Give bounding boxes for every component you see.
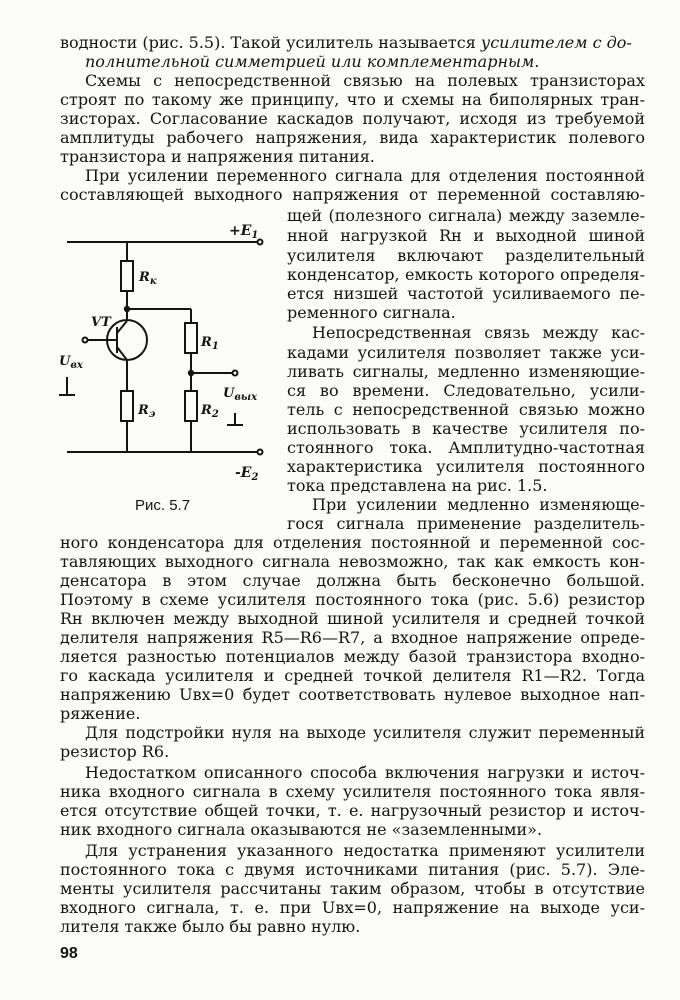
bottom-terminal <box>258 450 263 455</box>
text-line: конденсатор, емкость которого определя- <box>287 265 645 284</box>
label-re: $R_э$ <box>138 403 156 420</box>
text-line: ливать сигналы, медленно изменяющие- <box>287 362 645 381</box>
text-line: ника входного сигнала в схему усилителя постоянного тока явля- <box>60 782 645 801</box>
resistor-r1 <box>185 323 197 353</box>
text-line: тока представлена на рис. 1.5. <box>287 476 548 495</box>
text-line: стоянного тока. Амплитудно-частотная <box>287 438 645 457</box>
text-line: ного конденсатора для отделения постоянной и переменной сос- <box>60 533 645 552</box>
text-line: составляющей выходного напряжения от переменной составляю- <box>60 185 645 204</box>
text-line: кадами усилителя позволяет также уси- <box>287 343 645 362</box>
circuit-diagram <box>45 205 285 495</box>
text-line: Схемы с непосредственной связью на полевых транзисторах <box>85 71 645 90</box>
text-line: При усилении медленно изменяюще- <box>312 495 645 514</box>
text-line: денсатора в этом случае должна быть бесконечно большой. <box>60 571 645 590</box>
resistor-re <box>121 391 133 421</box>
label-plus-e1: $+E_1$ <box>229 223 259 241</box>
text-line: ляется разностью потенциалов между базой транзистора входно- <box>60 647 645 666</box>
text-line: постоянного тока с двумя источниками питания (рис. 5.7). Эле- <box>60 860 645 879</box>
text-line: Для устранения указанного недостатка применяют усилители <box>85 841 645 860</box>
label-r1: $R_1$ <box>201 335 219 352</box>
label-rk: $R_к$ <box>139 270 157 287</box>
text-line: ременного сигнала. <box>287 303 456 322</box>
text-line: Для подстройки нуля на выходе усилителя служит переменный <box>85 723 645 742</box>
label-u-out: $U_{вых}$ <box>223 386 258 403</box>
text-line: лителя также было бы равно нулю. <box>60 917 361 936</box>
text-line: ется низшей частотой усиливаемого пе- <box>287 284 645 303</box>
text-line: го каскада усилителя и средней точкой делителя R1—R2. Тогда <box>60 666 645 685</box>
text-line: использовать в качестве усилителя по- <box>287 419 645 438</box>
figure-caption: Рис. 5.7 <box>135 497 191 514</box>
resistor-rk <box>121 261 133 291</box>
text-line: менты усилителя рассчитаны таким образом, чтобы в отсутствие <box>60 879 645 898</box>
text-line: Поэтому в схеме усилителя постоянного тока (рис. 5.6) резистор <box>60 590 645 609</box>
text-line: характеристика усилителя постоянного <box>287 457 645 476</box>
text-line: ряжение. <box>60 704 141 723</box>
text-line: полнительной симметрией или комплементарным. <box>85 52 540 71</box>
text-line: щей (полезного сигнала) между заземле- <box>287 206 645 225</box>
page-number: 98 <box>60 945 78 962</box>
text-line: тель с непосредственной связью можно <box>287 400 645 419</box>
output-terminal <box>233 371 238 376</box>
text-line: напряжению Uвх=0 будет соответствовать нулевое выходное нап- <box>60 685 645 704</box>
text-line: ник входного сигнала оказываются не «заземленными». <box>60 820 543 839</box>
text-line: транзистора и напряжения питания. <box>60 147 375 166</box>
text-line: нной нагрузкой Rн и выходной шиной <box>287 226 645 245</box>
text-line: резистор R6. <box>60 742 170 761</box>
text-line: входного сигнала, т. е. при Uвх=0, напряжение на выходе уси- <box>60 898 645 917</box>
text-line: Rн включен между выходной шиной усилителя и средней точкой <box>60 609 645 628</box>
label-r2: $R_2$ <box>201 403 219 420</box>
resistor-r2 <box>185 391 197 421</box>
text-line: водности (рис. 5.5). Такой усилитель называется усилителем с до- <box>60 33 632 52</box>
text-line: гося сигнала применение разделитель- <box>287 514 645 533</box>
text-line: амплитуды рабочего напряжения, вида характеристик полевого <box>60 128 645 147</box>
text-line: ется отсутствие общей точки, т. е. нагрузочный резистор и источ- <box>60 801 645 820</box>
text-line: Недостатком описанного способа включения нагрузки и источ- <box>85 763 645 782</box>
text-line: зисторах. Согласование каскадов получают, исходя из требуемой <box>60 109 645 128</box>
text-line: делителя напряжения R5—R6—R7, а входное напряжение опреде- <box>60 628 645 647</box>
label-u-in: $U_{вх}$ <box>59 354 83 371</box>
text-line: тавляющих выходного сигнала невозможно, так как емкость кон- <box>60 552 645 571</box>
text-line: строят по такому же принципу, что и схемы на биполярных тран- <box>60 90 645 109</box>
text-line: ся во времени. Следовательно, усили- <box>287 381 645 400</box>
input-terminal <box>83 338 88 343</box>
text-line: При усилении переменного сигнала для отделения постоянной <box>85 166 645 185</box>
label-vt: VT <box>91 315 111 330</box>
text-line: усилителя включают разделительный <box>287 246 645 265</box>
text-line: Непосредственная связь между кас- <box>312 323 645 342</box>
label-minus-e2: $-E_2$ <box>235 465 259 483</box>
